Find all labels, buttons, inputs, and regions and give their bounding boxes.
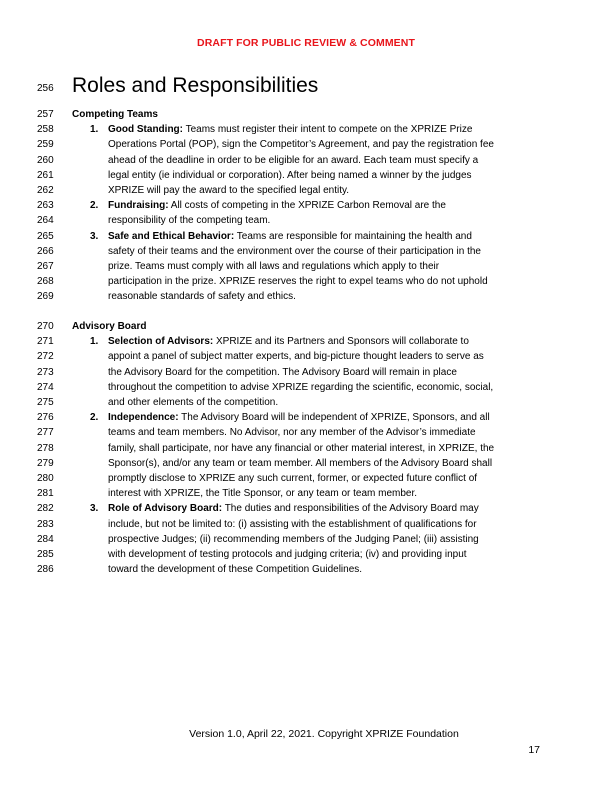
list-item-term: Safe and Ethical Behavior: <box>108 230 235 242</box>
line-number: 271 <box>37 336 54 348</box>
list-item-term: Independence: <box>108 412 179 424</box>
line-number: 266 <box>37 245 54 257</box>
line-number: 279 <box>37 457 54 469</box>
line-number: 258 <box>37 124 54 136</box>
continuation-line: Operations Portal (POP), sign the Competitor’s Agreement, and pay the registration fee <box>108 139 494 151</box>
list-item-text: All costs of competing in the XPRIZE Carbon Removal are the <box>168 200 446 212</box>
line-number: 270 <box>37 321 54 332</box>
list-number: 2. <box>90 200 99 212</box>
line-number: 260 <box>37 154 54 166</box>
line-number: 263 <box>37 200 54 212</box>
title-line-number: 256 <box>37 83 54 94</box>
list-item-line <box>108 412 490 424</box>
continuation-line: prospective Judges; (ii) recommending members of the Judging Panel; (iii) assisting <box>108 533 479 545</box>
continuation-line: and other elements of the competition. <box>108 397 279 408</box>
list-item-line <box>108 503 479 515</box>
line-number: 277 <box>37 427 54 439</box>
line-number: 274 <box>37 381 54 393</box>
line-number: 278 <box>37 442 54 454</box>
list-item-text: XPRIZE and its Partners and Sponsors will collaborate to <box>213 336 469 348</box>
continuation-line: family, shall participate, nor have any financial or other material interest, in XPRIZE, the <box>108 442 495 454</box>
list-item-text: Teams must register their intent to compete on the XPRIZE Prize <box>183 124 473 136</box>
list-item-line <box>108 124 472 136</box>
line-number: 275 <box>37 397 54 408</box>
line-number: 257 <box>37 109 54 120</box>
list-number: 2. <box>90 412 99 424</box>
continuation-line: XPRIZE will pay the award to the specified legal entity. <box>108 185 350 196</box>
page-title: Roles and Responsibilities <box>72 74 319 97</box>
continuation-line: interest with XPRIZE, the Title Sponsor, or any team or team member. <box>108 488 418 500</box>
line-number: 262 <box>37 185 54 196</box>
continuation-line: promptly disclose to XPRIZE any such current, former, or expected future conflict of <box>108 473 478 484</box>
line-number: 281 <box>37 488 54 500</box>
line-number: 259 <box>37 139 54 151</box>
list-item-term: Selection of Advisors: <box>108 336 214 348</box>
line-number: 280 <box>37 473 54 484</box>
list-item-line <box>108 231 472 243</box>
continuation-line: with development of testing protocols and judging criteria; (iv) and providing input <box>108 549 467 560</box>
continuation-line: participation in the prize. XPRIZE reserves the right to expel teams who do not uphold <box>108 276 488 288</box>
line-number: 282 <box>37 503 54 515</box>
section-heading: Advisory Board <box>72 321 147 332</box>
line-number: 268 <box>37 276 54 288</box>
line-number: 265 <box>37 230 54 242</box>
footer-version: Version 1.0, April 22, 2021. Copyright XPRIZE Foundation <box>189 728 459 740</box>
line-number: 264 <box>37 215 54 227</box>
continuation-line: the Advisory Board for the competition. The Advisory Board will remain in place <box>108 366 457 378</box>
continuation-line: include, but not be limited to: (i) assisting with the establishment of qualifications for <box>108 518 477 530</box>
continuation-line: teams and team members. No Advisor, nor any member of the Advisor’s immediate <box>108 427 476 439</box>
line-number: 286 <box>37 564 54 576</box>
line-number: 285 <box>37 549 54 560</box>
continuation-line: reasonable standards of safety and ethics. <box>108 291 296 303</box>
continuation-line: responsibility of the competing team. <box>108 215 271 227</box>
section-heading: Competing Teams <box>72 109 158 120</box>
continuation-line: throughout the competition to advise XPRIZE regarding the scientific, economic, social, <box>108 381 494 393</box>
list-item-term: Fundraising: <box>108 200 169 212</box>
continuation-line: ahead of the deadline in order to be eligible for an award. Each team must specify a <box>108 154 479 166</box>
list-item-text: The duties and responsibilities of the Advisory Board may <box>222 503 479 515</box>
page-number: 17 <box>528 744 540 756</box>
continuation-line: appoint a panel of subject matter experts, and big-picture thought leaders to serve as <box>108 351 484 363</box>
continuation-line: toward the development of these Competition Guidelines. <box>108 564 363 576</box>
list-number: 1. <box>90 336 99 348</box>
list-item-term: Role of Advisory Board: <box>108 503 223 515</box>
list-item-text: The Advisory Board will be independent of XPRIZE, Sponsors, and all <box>178 412 490 424</box>
continuation-line: legal entity (ie individual or corporation). After being named a winner by the judges <box>108 169 472 181</box>
line-number: 273 <box>37 366 54 378</box>
line-number: 267 <box>37 261 54 272</box>
line-number: 269 <box>37 291 54 303</box>
continuation-line: prize. Teams must comply with all laws and regulations which apply to their <box>108 261 440 272</box>
list-item-line <box>108 336 469 348</box>
line-number: 261 <box>37 169 54 181</box>
list-item-term: Good Standing: <box>108 124 183 136</box>
line-number: 276 <box>37 412 54 424</box>
list-item-line <box>108 200 446 212</box>
list-number: 3. <box>90 503 99 515</box>
line-number: 283 <box>37 518 54 530</box>
list-item-text: Teams are responsible for maintaining the health and <box>234 230 472 242</box>
continuation-line: Sponsor(s), and/or any team or team member. All members of the Advisory Board shall <box>108 457 493 469</box>
list-number: 1. <box>90 124 99 136</box>
continuation-line: safety of their teams and the environment over the course of their participation in the <box>108 245 481 257</box>
draft-banner: DRAFT FOR PUBLIC REVIEW & COMMENT <box>197 37 415 49</box>
line-number: 272 <box>37 351 54 363</box>
line-number: 284 <box>37 533 54 545</box>
list-number: 3. <box>90 230 99 242</box>
